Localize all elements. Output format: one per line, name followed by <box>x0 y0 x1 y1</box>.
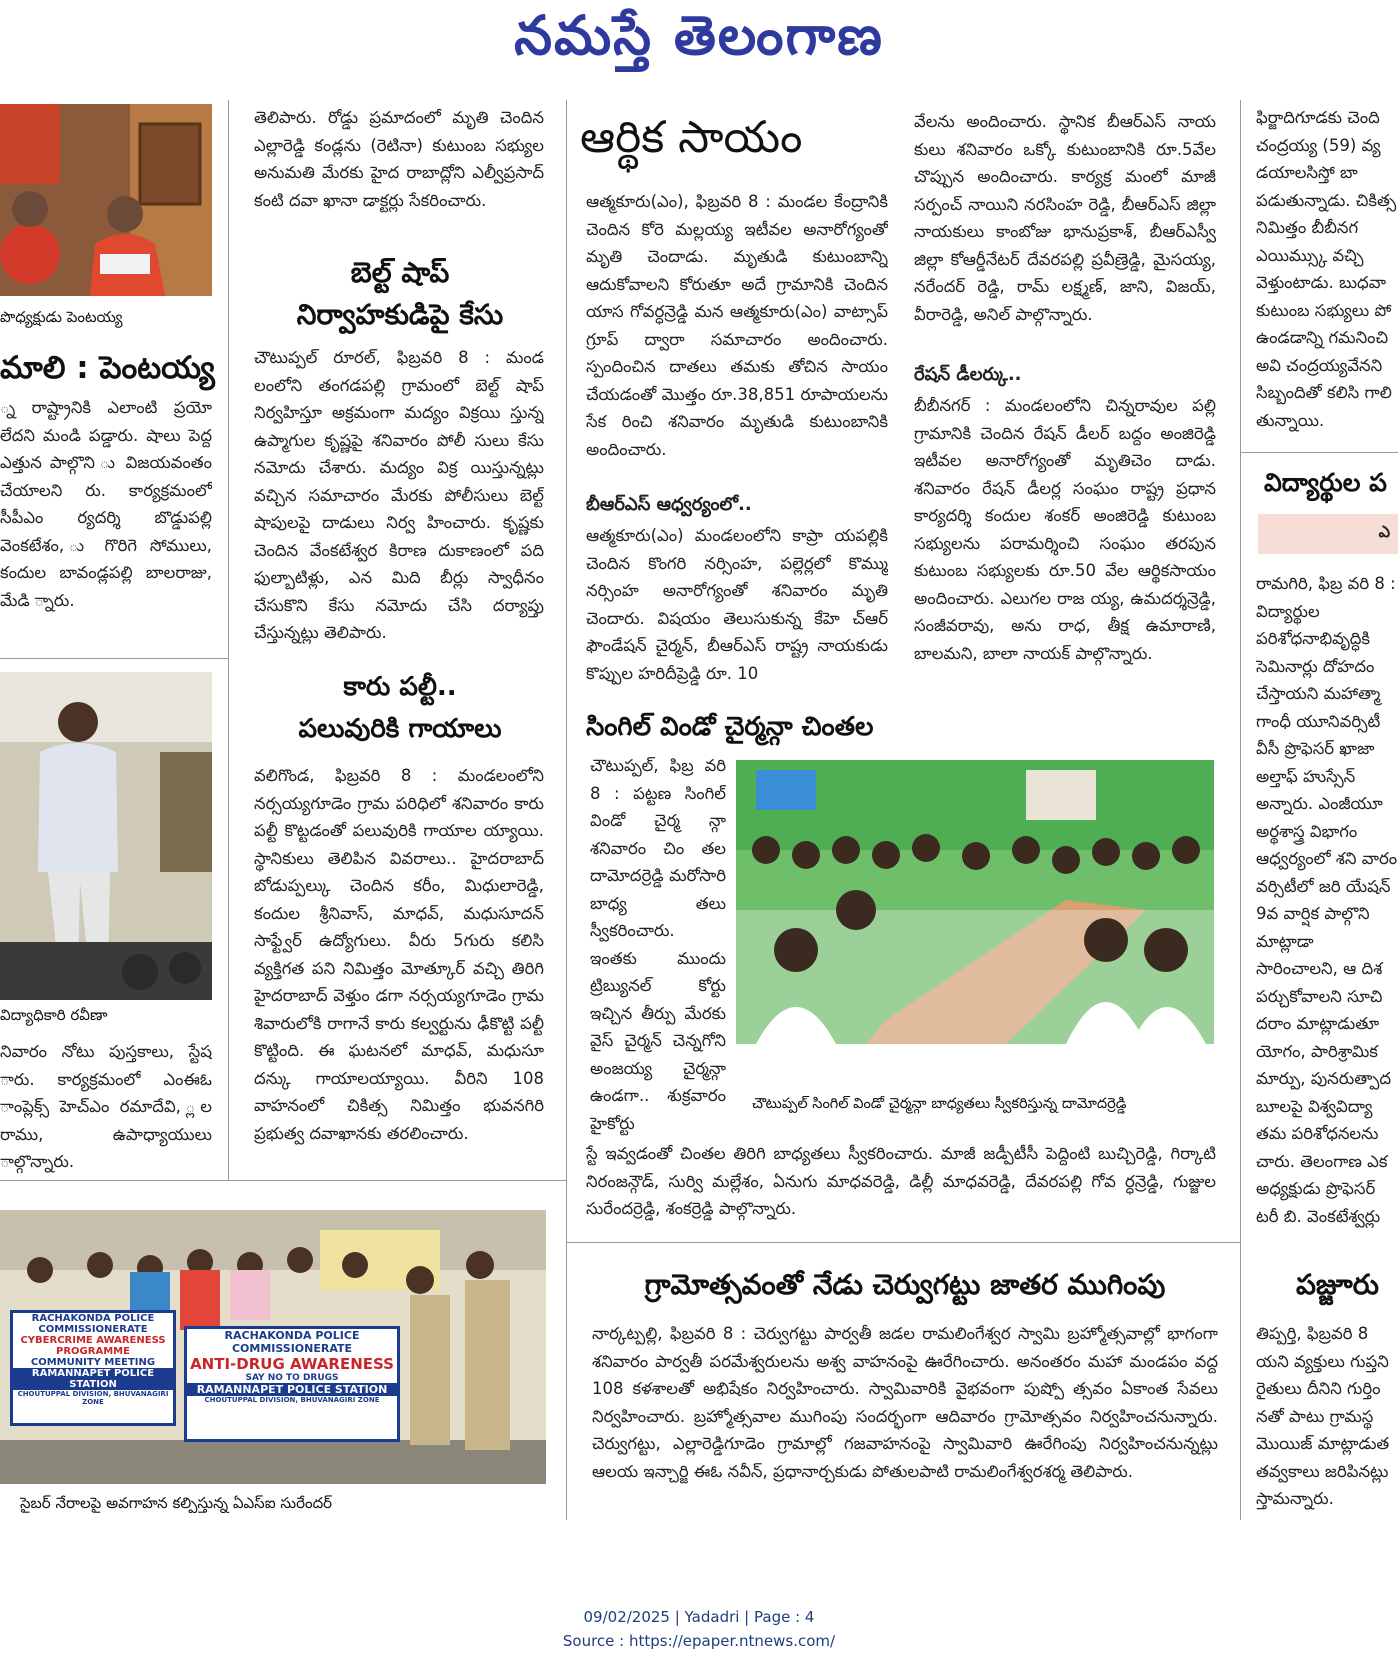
article-body: బీబీనగర్ : మండలంలోని చిన్నరావుల పల్లి గ్రామానికి చెందిన రేషన్ డీలర్ బద్దం అంజిరెడ్డి ఇటీవల అనారోగ్యంతో మృతిచెం దాడు. శనివారం రేషన్ డీలర్ల సంఘం రాష్ట్ర ప్రధాన కార్యదర్శి కందుల శంకర్ అంజిరెడ్డి కుటుంబ సభ్యులను పరామర్శించి సంఘం తరపున కుటుంబ సభ్యులకు రూ.50 వేల ఆర్థికసాయం అందించారు. ఎలుగల రాజ య్య, ఉమదర్శన్రెడ్డి, సంజీవరావు, అను రాధ, తీక్ష ఉమారాణి, బాలమని, బాలా నాయక్ పాల్గొన్నారు. <box>914 396 1216 663</box>
banner-line: RAMANNAPET POLICE STATION <box>187 1383 397 1396</box>
column-rule <box>1240 100 1241 1520</box>
headline: మాలి : పెంటయ్య <box>0 350 215 386</box>
sub-banner-text: ఎ <box>1378 522 1390 541</box>
section-rule <box>0 1180 566 1181</box>
headline: పజ్జూరు <box>1296 1268 1379 1301</box>
banner-line: CHOUTUPPAL DIVISION, BHUVANAGIRI ZONE <box>17 1390 169 1406</box>
article-body: వేలను అందించారు. స్థానిక బీఆర్ఎస్ నాయ కులు శనివారం ఒక్కో కుటుంబానికి రూ.5వేల చొప్పున అందించారు. కార్యక్ర మంలో మాజీ సర్పంచ్ నాయిని నరసింహ రెడ్డి, బీఆర్ఎస్ జిల్లా నాయకులు కాంబోజు భానుప్రకాశ్, బీఆర్ఎస్వీ జిల్లా కోఆర్డీనేటర్ దేవరపల్లి ప్రవీణ్రెడ్డి, మైసయ్య, నరేందర్ రెడ్డి, రామ్ లక్ష్మణ్, జాని, విజయ్, వీరారెడ్డి, అనిల్ పాల్గొన్నారు. <box>914 112 1216 324</box>
banner-line: COMMISSIONERATE <box>38 1324 148 1335</box>
headline: కారు పల్టీ.. <box>343 672 457 702</box>
column-rule <box>566 100 567 1520</box>
photo-caption: పొధ్యక్షుడు పెంటయ్య <box>0 308 123 326</box>
banner-line: ANTI-DRUG AWARENESS <box>190 1355 394 1373</box>
headline: బెల్ట్ షాప్ <box>350 256 450 289</box>
cpm-leaders-photo <box>0 104 212 296</box>
article-body: స్టే ఇవ్వడంతో చింతల తిరిగి బాధ్యతలు స్వీకరించారు. మాజీ జడ్పీటీసీ పెద్దింటి బుచ్చిరెడ్డి, గిర్కాటి నిరంజన్గౌడ్, సుర్వి మల్లేశం, ఏనుగు మాధవరెడ్డి, డిల్లీ మాధవరెడ్డి, దేవరపల్లి గోవ ర్ధన్రెడ్డి, గుజ్జుల సురేందర్రెడ్డి, శంకర్రెడ్డి పాల్గొన్నారు. <box>586 1144 1216 1218</box>
article-body: నివారం నోటు పుస్తకాలు, స్టేష ారు. కార్యక్రమంలో ఎంఈఓ ాంప్లెక్స్ హెచ్ఎం రమాదేవి, ్లల రాము, ఉపాధ్యాయులు ాల్గొన్నారు. <box>0 1042 212 1171</box>
single-window-photo <box>736 760 1214 1044</box>
masthead-logo: నమస్తే తెలంగాణ <box>514 4 884 67</box>
photo-caption: సైబర్ నేరాలపై అవగాహన కల్పిస్తున్న ఏఎస్ఐ సురేందర్ <box>20 1494 333 1512</box>
banner-line: COMMUNITY MEETING <box>30 1357 156 1368</box>
photo-caption: విద్యాధికారి రవీణా <box>0 1006 108 1024</box>
photo-caption: చౌటుప్పల్ సింగిల్ విండో చైర్మన్గా బాధ్యతలు స్వీకరిస్తున్న దామోదర్రెడ్డి <box>752 1096 1127 1112</box>
article-body: రామగిరి, ఫిబ్ర వరి 8 : విద్యార్థుల పరిశోధనాభివృద్ధికి సెమినార్లు దోహదం చేస్తాయని మహాత్మా గాంధీ యూనివర్సిటీ వీసీ ప్రొఫెసర్ ఖాజా అల్తాఫ్ హుస్సేన్ అన్నారు. ఎంజీయూ అర్థశాస్త్ర విభాగం ఆధ్వర్యంలో శని వారం వర్సిటీలో జరి యేషన్ 9వ వార్షిక పాల్గొని మాట్లాడా సారించాలని, ఆ దిశ పర్చుకోవాలని సూచి దరాం మాట్లాడుతూ యోగం, పారిశ్రామిక మార్పు, పునరుత్పాద బూలపై విశ్వవిద్యా తమ పరిశోధనలను చారు. తెలంగాణ ఎక అధ్యక్షుడు ప్రొఫెసర్ టరీ బి. వెంకటేశ్వర్లు <box>1256 574 1398 1226</box>
section-rule <box>0 658 228 659</box>
headline: నిర్వాహకుడిపై కేసు <box>296 298 504 331</box>
sub-banner <box>1258 514 1398 554</box>
page-footer-source: Source : https://epaper.ntnews.com/ <box>562 1632 836 1650</box>
banner-line: PROGRAMME <box>56 1346 130 1357</box>
page-footer-date: 09/02/2025 | Yadadri | Page : 4 <box>583 1608 815 1626</box>
article-body: వలిగొండ, ఫిబ్రవరి 8 : మండలంలోని నర్సయ్యగూడెం గ్రామ పరిధిలో శనివారం కారు పల్టీ కొట్టడంతో పలువురికి గాయాల య్యాయి. స్థానికులు తెలిపిన వివరాలు.. హైదరాబాద్ బోడుప్పల్కు చెందిన కరీం, మిధులారెడ్డి, కందుల శ్రీనివాస్, మాధవ్, మధుసూదన్ సాఫ్ట్వేర్ ఉద్యోగులు. వీరు 5గురు కలిసి వ్యక్తిగత పని నిమిత్తం మోత్కూర్ వచ్చి తిరిగి హైదరాబాద్ వెళ్తుం డగా నర్సయ్యగూడెం గ్రామ శివారులోకి రాగానే కారు కల్వర్టును ఢీకొట్టి పల్టీ కొట్టింది. ఈ ఘటనలో మాధవ్, మధుసూ దన్కు గాయాలయ్యాయి. వీరిని 108 వాహనంలో చికిత్స నిమిత్తం భువనగిరి ప్రభుత్వ దవాఖానకు తరలించారు. <box>254 766 544 1143</box>
column-rule <box>228 100 229 1180</box>
banner-line: RACHAKONDA POLICE <box>224 1329 360 1342</box>
article-body: చౌటుప్పల్, ఫిబ్ర వరి 8 : పట్టణ సింగిల్ విండో చైర్మ న్గా శనివారం చిం తల దామోదర్రెడ్డి మరోసారి బాధ్య తలు స్వీకరించారు. ఇంతకు ముందు ట్రిబ్యునల్ కోర్టు ఇచ్చిన తీర్పు మేరకు వైస్ చైర్మన్ చెన్నగోని అంజయ్య చైర్మన్గా ఉండగా.. శుక్రవారం హైకోర్టు <box>590 756 726 1133</box>
article-body: తిప్పర్తి, ఫిబ్రవరి 8 యని వ్యక్తులు గుప్తని రైతులు దీనిని గుర్తిం నతో పాటు గ్రామస్థ మొయిజ్ మాట్లాడుత తవ్వకాలు జరిపినట్లు స్తామన్నారు. <box>1256 1324 1390 1508</box>
anti-drug-awareness-photo <box>0 1210 546 1484</box>
cybercrime-banner <box>10 1310 176 1426</box>
headline: సింగిల్ విండో చైర్మన్గా చింతల <box>586 712 874 742</box>
teacher-photo <box>0 672 212 1000</box>
banner-line: CHOUTUPPAL DIVISION, BHUVANAGIRI ZONE <box>204 1396 380 1404</box>
banner-line: RACHAKONDA POLICE <box>31 1313 155 1324</box>
section-rule <box>1240 452 1398 453</box>
subheading: బీఆర్ఎస్ ఆధ్వర్యంలో.. <box>586 494 752 515</box>
article-body: తెలిపారు. రోడ్డు ప్రమాదంలో మృతి చెందిన ఎల్లారెడ్డి కండ్లను (రెటినా) కుటుంబ సభ్యుల అనుమతి మేరకు హైద రాబాద్లోని ఎల్వీప్రసాద్ కంటి దవా ఖానా డాక్టర్లు సేకరించారు. <box>254 108 544 210</box>
headline: గ్రామోత్సవంతో నేడు చెర్వుగట్టు జాతర ముగింపు <box>644 1268 1166 1301</box>
article-body: ఫిర్జాదిగూడకు చెంది చంద్రయ్య (59) వ్య డయాలసిస్తో బా పడుతున్నాడు. చికిత్స నిమిత్తం బీబీనగ ఎయిమ్స్కు వచ్చి వెళ్తుంటాడు. బుధవా కుటుంబ సభ్యులు పో ఉండడాన్ని గమనించి అవి చంద్రయ్యవేనని సిబ్బందితో కలిసి గాలి తున్నాయి. <box>1256 108 1397 430</box>
anti-drug-banner <box>184 1326 400 1442</box>
headline: ఆర్థిక సాయం <box>580 112 803 163</box>
article-body: ఆత్మకూరు(ఎం) మండలంలోని కాప్రా యపల్లికి చెందిన కొంగరి నర్సింహ, పల్లెర్లలో కొమ్ము నర్సింహ అనారోగ్యంతో శనివారం మృతి చెందారు. విషయం తెలుసుకున్న కేహె చ్ఆర్ ఫౌండేషన్ చైర్మన్, బీఆర్ఎస్ రాష్ట్ర నాయకుడు కొప్పుల హరిదీప్రెడ్డి రూ. 10 <box>586 526 888 683</box>
section-rule <box>566 1242 1240 1243</box>
article-body: ఆత్మకూరు(ఎం), ఫిబ్రవరి 8 : మండల కేంద్రానికి చెందిన కోరె మల్లయ్య ఇటీవల అనారోగ్యంతో మృతి చెందాడు. మృతుడి కుటుంబాన్ని ఆదుకోవాలని కోరుతూ అదే గ్రామానికి చెందిన యాస గోవర్ధన్రెడ్డి మన ఆత్మకూరు(ఎం) వాట్సాప్ గ్రూప్ ద్వారా సమాచారం అందించారు. స్పందించిన దాతలు తమకు తోచిన సాయం చేయడంతో మొత్తం రూ.38,851 రూపాయలను సేక రించి శనివారం మృతుడి కుటుంబానికి అందించారు. <box>586 192 888 459</box>
banner-line: COMMISSIONERATE <box>231 1342 353 1355</box>
article-body: ్న రాష్ట్రానికి ఎలాంటి ప్రయో లేదని మండి పడ్డారు. షాలు పెద్ద ఎత్తున పాల్గొని ు విజయవంతం చేయాలని రు. కార్యక్రమంలో సీపీఎం ర్యదర్శి బొడ్డుపల్లి వెంకటేశం, ు గొరిగె సోములు, కందుల బావండ్లపల్లి బాలరాజు, మేడి ్నారు. <box>0 398 212 610</box>
banner-line: SAY NO TO DRUGS <box>245 1373 339 1383</box>
article-body: నార్కట్పల్లి, ఫిబ్రవరి 8 : చెర్వుగట్టు పార్వతీ జడల రామలింగేశ్వర స్వామి బ్రహ్మోత్సవాల్లో భాగంగా శనివారం పార్వతీ పరమేశ్వరులను అశ్వ వాహనంపై ఊరేగించారు. అనంతరం మహా మండపం వద్ద 108 కళశాలతో అభిషేకం నిర్వహించారు. స్వామివారికి వైభవంగా పుష్పో త్సవం ఏకాంత సేవలు నిర్వహించారు. బ్రహ్మోత్సవాల ముగింపు సందర్భంగా ఆదివారం గ్రామోత్సవం నిర్వహించనున్నారు. చెర్వుగట్టు, ఎల్లారెడ్డిగూడెం గ్రామాల్లో గజవాహనంపై స్వామివారి ఊరేగింపు నిర్వహించనున్నట్లు ఆలయ ఇన్చార్జి ఈఓ నవీన్, ప్రధానార్చకుడు పోతులపాటి రామలింగేశ్వరశర్మ తెలిపారు. <box>592 1324 1218 1481</box>
banner-line: CYBERCRIME AWARENESS <box>20 1335 166 1346</box>
subheading: రేషన్ డీలర్కు.. <box>914 364 1022 385</box>
banner-line: RAMANNAPET POLICE STATION <box>13 1368 173 1390</box>
headline: విద్యార్థుల ప <box>1264 468 1387 497</box>
headline: పలువురికి గాయాలు <box>298 714 502 744</box>
article-body: చౌటుప్పల్ రూరల్, ఫిబ్రవరి 8 : మండ లంలోని తంగడపల్లి గ్రామంలో బెల్ట్ షాప్ నిర్వహిస్తూ అక్రమంగా మద్యం విక్రయి స్తున్న ఉప్మాగుల కృష్ణపై శనివారం పోలీ సులు కేసు నమోదు చేశారు. మద్యం విక్ర యిస్తున్నట్లు వచ్చిన సమాచారం మేరకు పోలీసులు బెల్ట్ షాపులపై దాడులు నిర్వ హించారు. కృష్ణకు చెందిన వేంకటేశ్వర కిరాణ దుకాణంలో పది ఫుల్బాటిళ్లు, ఎన మిది బీర్లు స్వాధీనం చేసుకొని కేసు నమోదు చేసి దర్యాప్తు చేస్తున్నట్లు తెలిపారు. <box>254 348 544 642</box>
